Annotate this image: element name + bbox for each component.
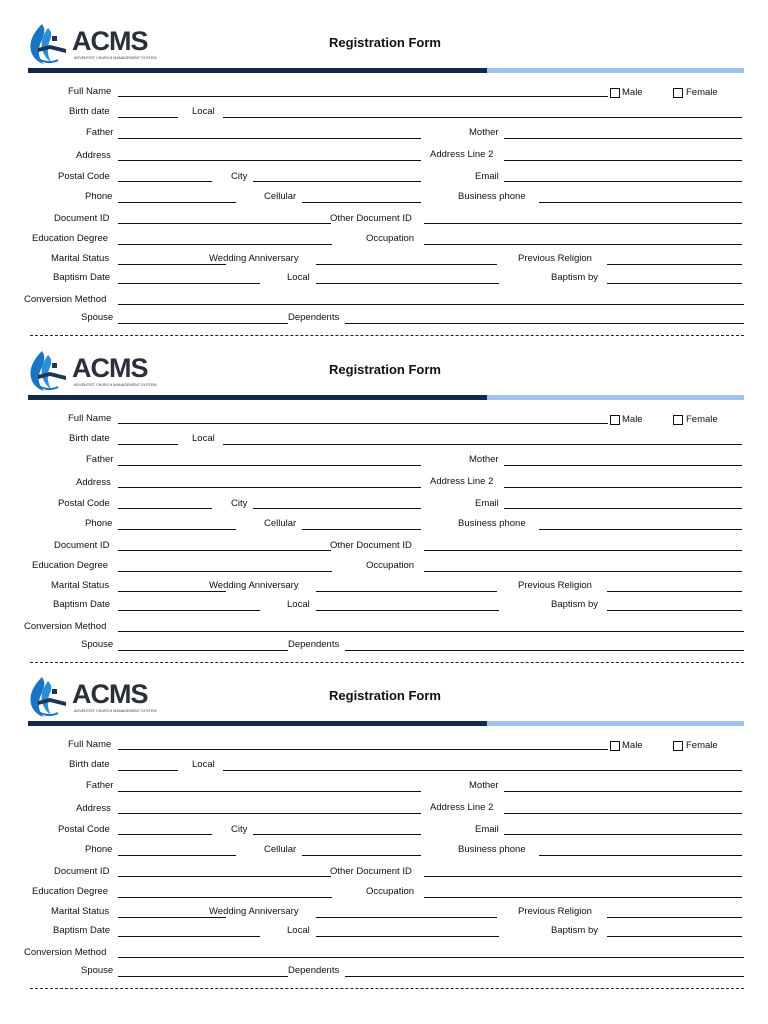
previous-religion-field[interactable]: [607, 591, 742, 592]
logo-brand: ACMS: [72, 353, 148, 383]
form-title: Registration Form: [329, 35, 441, 50]
birth-date-label: Birth date: [69, 106, 110, 117]
father-field[interactable]: [118, 465, 421, 466]
other-document-id-field[interactable]: [424, 550, 742, 551]
previous-religion-field[interactable]: [607, 264, 742, 265]
cut-line: [30, 335, 744, 336]
logo-tagline: ADVENTIST CHURCH MANAGEMENT SYSTEM: [74, 56, 157, 60]
business-phone-field[interactable]: [539, 529, 742, 530]
education-degree-label: Education Degree: [32, 233, 109, 244]
baptism-by-label: Baptism by: [551, 272, 598, 283]
baptism-date-field[interactable]: [118, 936, 260, 937]
baptism-local-field[interactable]: [316, 283, 499, 284]
birth-date-field[interactable]: [118, 770, 178, 771]
postal-code-field[interactable]: [118, 508, 212, 509]
baptism-date-label: Baptism Date: [53, 925, 111, 936]
education-degree-field[interactable]: [118, 244, 332, 245]
address-field[interactable]: [118, 487, 421, 488]
female-label: Female: [686, 740, 718, 751]
occupation-label: Occupation: [366, 886, 415, 897]
spouse-label: Spouse: [81, 639, 114, 650]
education-degree-label: Education Degree: [32, 886, 109, 897]
birth-date-label: Birth date: [69, 759, 110, 770]
header-bar-dark: [28, 68, 487, 73]
address-line-2-label: Address Line 2: [430, 476, 494, 487]
city-field[interactable]: [253, 834, 421, 835]
dependents-label: Dependents: [288, 312, 340, 323]
header-bar-light: [487, 395, 744, 400]
address-line-2-field[interactable]: [504, 160, 742, 161]
spouse-field[interactable]: [118, 323, 288, 324]
education-degree-field[interactable]: [118, 897, 332, 898]
local-label: Local: [192, 759, 215, 770]
address-label: Address: [76, 150, 111, 161]
logo-brand: ACMS: [72, 679, 148, 709]
baptism-date-field[interactable]: [118, 283, 260, 284]
phone-field[interactable]: [118, 529, 236, 530]
email-label: Email: [475, 824, 499, 835]
flame-book-icon: [28, 22, 74, 66]
dependents-field[interactable]: [345, 323, 744, 324]
mother-field[interactable]: [504, 465, 742, 466]
wedding-anniversary-label: Wedding Anniversary: [209, 253, 299, 264]
business-phone-label: Business phone: [458, 191, 526, 202]
education-degree-field[interactable]: [118, 571, 332, 572]
postal-code-label: Postal Code: [58, 498, 110, 509]
header-bar-light: [487, 68, 744, 73]
previous-religion-field[interactable]: [607, 917, 742, 918]
business-phone-field[interactable]: [539, 855, 742, 856]
header-bar-light: [487, 721, 744, 726]
baptism-local-field[interactable]: [316, 610, 499, 611]
full-name-label: Full Name: [68, 86, 112, 97]
phone-field[interactable]: [118, 855, 236, 856]
baptism-by-field[interactable]: [607, 283, 742, 284]
female-checkbox[interactable]: [673, 415, 683, 425]
conversion-method-label: Conversion Method: [24, 621, 107, 632]
other-document-id-label: Other Document ID: [330, 866, 412, 877]
marital-status-label: Marital Status: [51, 580, 110, 591]
cellular-field[interactable]: [302, 202, 421, 203]
cut-line: [30, 662, 744, 663]
dependents-field[interactable]: [345, 976, 744, 977]
phone-label: Phone: [85, 844, 113, 855]
wedding-anniversary-field[interactable]: [316, 917, 497, 918]
other-document-id-field[interactable]: [424, 876, 742, 877]
document-id-label: Document ID: [54, 866, 110, 877]
local-field[interactable]: [223, 117, 742, 118]
city-field[interactable]: [253, 181, 421, 182]
address-line-2-field[interactable]: [504, 813, 742, 814]
cellular-label: Cellular: [264, 518, 297, 529]
male-label: Male: [622, 740, 643, 751]
city-label: City: [231, 824, 248, 835]
baptism-local-label: Local: [287, 599, 310, 610]
father-label: Father: [86, 780, 114, 791]
cut-line: [30, 988, 744, 989]
document-id-field[interactable]: [118, 223, 331, 224]
wedding-anniversary-field[interactable]: [316, 264, 497, 265]
full-name-field[interactable]: [118, 749, 608, 750]
occupation-label: Occupation: [366, 560, 415, 571]
father-field[interactable]: [118, 791, 421, 792]
conversion-method-field[interactable]: [118, 957, 744, 958]
logo-tagline: ADVENTIST CHURCH MANAGEMENT SYSTEM: [74, 383, 157, 387]
email-label: Email: [475, 171, 499, 182]
baptism-by-field[interactable]: [607, 936, 742, 937]
form-title: Registration Form: [329, 362, 441, 377]
address-field[interactable]: [118, 160, 421, 161]
occupation-field[interactable]: [424, 571, 742, 572]
male-label: Male: [622, 87, 643, 98]
city-label: City: [231, 171, 248, 182]
other-document-id-field[interactable]: [424, 223, 742, 224]
spouse-field[interactable]: [118, 650, 288, 651]
document-id-label: Document ID: [54, 213, 110, 224]
birth-date-field[interactable]: [118, 444, 178, 445]
occupation-field[interactable]: [424, 244, 742, 245]
mother-field[interactable]: [504, 791, 742, 792]
acms-logo: [28, 675, 168, 719]
full-name-label: Full Name: [68, 413, 112, 424]
education-degree-label: Education Degree: [32, 560, 109, 571]
birth-date-field[interactable]: [118, 117, 178, 118]
other-document-id-label: Other Document ID: [330, 213, 412, 224]
registration-form: [0, 653, 768, 980]
spouse-label: Spouse: [81, 965, 114, 976]
postal-code-label: Postal Code: [58, 824, 110, 835]
occupation-field[interactable]: [424, 897, 742, 898]
conversion-method-field[interactable]: [118, 304, 744, 305]
document-id-label: Document ID: [54, 540, 110, 551]
email-label: Email: [475, 498, 499, 509]
marital-status-field[interactable]: [118, 264, 226, 265]
mother-label: Mother: [469, 454, 499, 465]
local-label: Local: [192, 433, 215, 444]
address-line-2-label: Address Line 2: [430, 802, 494, 813]
document-id-field[interactable]: [118, 876, 331, 877]
father-label: Father: [86, 454, 114, 465]
male-checkbox[interactable]: [610, 88, 620, 98]
postal-code-field[interactable]: [118, 834, 212, 835]
logo-brand: ACMS: [72, 26, 148, 56]
dependents-label: Dependents: [288, 965, 340, 976]
father-label: Father: [86, 127, 114, 138]
wedding-anniversary-label: Wedding Anniversary: [209, 906, 299, 917]
city-field[interactable]: [253, 508, 421, 509]
flame-book-icon: [28, 675, 74, 719]
local-label: Local: [192, 106, 215, 117]
baptism-local-label: Local: [287, 925, 310, 936]
spouse-field[interactable]: [118, 976, 288, 977]
previous-religion-label: Previous Religion: [518, 580, 592, 591]
spouse-label: Spouse: [81, 312, 114, 323]
father-field[interactable]: [118, 138, 421, 139]
address-line-2-field[interactable]: [504, 487, 742, 488]
business-phone-label: Business phone: [458, 518, 526, 529]
marital-status-field[interactable]: [118, 917, 226, 918]
cellular-field[interactable]: [302, 855, 421, 856]
mother-label: Mother: [469, 780, 499, 791]
conversion-method-label: Conversion Method: [24, 947, 107, 958]
marital-status-label: Marital Status: [51, 253, 110, 264]
mother-label: Mother: [469, 127, 499, 138]
previous-religion-label: Previous Religion: [518, 253, 592, 264]
postal-code-label: Postal Code: [58, 171, 110, 182]
form-title: Registration Form: [329, 688, 441, 703]
female-checkbox[interactable]: [673, 88, 683, 98]
email-field[interactable]: [504, 834, 742, 835]
baptism-date-field[interactable]: [118, 610, 260, 611]
acms-logo: [28, 349, 168, 393]
wedding-anniversary-label: Wedding Anniversary: [209, 580, 299, 591]
full-name-field[interactable]: [118, 423, 608, 424]
female-checkbox[interactable]: [673, 741, 683, 751]
cellular-label: Cellular: [264, 191, 297, 202]
postal-code-field[interactable]: [118, 181, 212, 182]
occupation-label: Occupation: [366, 233, 415, 244]
cellular-label: Cellular: [264, 844, 297, 855]
phone-label: Phone: [85, 518, 113, 529]
local-field[interactable]: [223, 770, 742, 771]
baptism-date-label: Baptism Date: [53, 272, 111, 283]
phone-field[interactable]: [118, 202, 236, 203]
conversion-method-label: Conversion Method: [24, 294, 107, 305]
baptism-local-field[interactable]: [316, 936, 499, 937]
flame-book-icon: [28, 349, 74, 393]
birth-date-label: Birth date: [69, 433, 110, 444]
registration-form: [0, 327, 768, 654]
mother-field[interactable]: [504, 138, 742, 139]
male-checkbox[interactable]: [610, 415, 620, 425]
full-name-label: Full Name: [68, 739, 112, 750]
address-line-2-label: Address Line 2: [430, 149, 494, 160]
baptism-date-label: Baptism Date: [53, 599, 111, 610]
local-field[interactable]: [223, 444, 742, 445]
previous-religion-label: Previous Religion: [518, 906, 592, 917]
address-label: Address: [76, 477, 111, 488]
header-bar-dark: [28, 395, 487, 400]
city-label: City: [231, 498, 248, 509]
dependents-label: Dependents: [288, 639, 340, 650]
female-label: Female: [686, 414, 718, 425]
logo-tagline: ADVENTIST CHURCH MANAGEMENT SYSTEM: [74, 709, 157, 713]
acms-logo: [28, 22, 168, 66]
header-bar-dark: [28, 721, 487, 726]
baptism-local-label: Local: [287, 272, 310, 283]
baptism-by-label: Baptism by: [551, 599, 598, 610]
cellular-field[interactable]: [302, 529, 421, 530]
conversion-method-field[interactable]: [118, 631, 744, 632]
document-id-field[interactable]: [118, 550, 331, 551]
male-checkbox[interactable]: [610, 741, 620, 751]
wedding-anniversary-field[interactable]: [316, 591, 497, 592]
baptism-by-field[interactable]: [607, 610, 742, 611]
female-label: Female: [686, 87, 718, 98]
email-field[interactable]: [504, 508, 742, 509]
business-phone-label: Business phone: [458, 844, 526, 855]
marital-status-field[interactable]: [118, 591, 226, 592]
marital-status-label: Marital Status: [51, 906, 110, 917]
address-field[interactable]: [118, 813, 421, 814]
male-label: Male: [622, 414, 643, 425]
registration-form: [0, 0, 768, 327]
baptism-by-label: Baptism by: [551, 925, 598, 936]
dependents-field[interactable]: [345, 650, 744, 651]
other-document-id-label: Other Document ID: [330, 540, 412, 551]
phone-label: Phone: [85, 191, 113, 202]
full-name-field[interactable]: [118, 96, 608, 97]
email-field[interactable]: [504, 181, 742, 182]
address-label: Address: [76, 803, 111, 814]
business-phone-field[interactable]: [539, 202, 742, 203]
